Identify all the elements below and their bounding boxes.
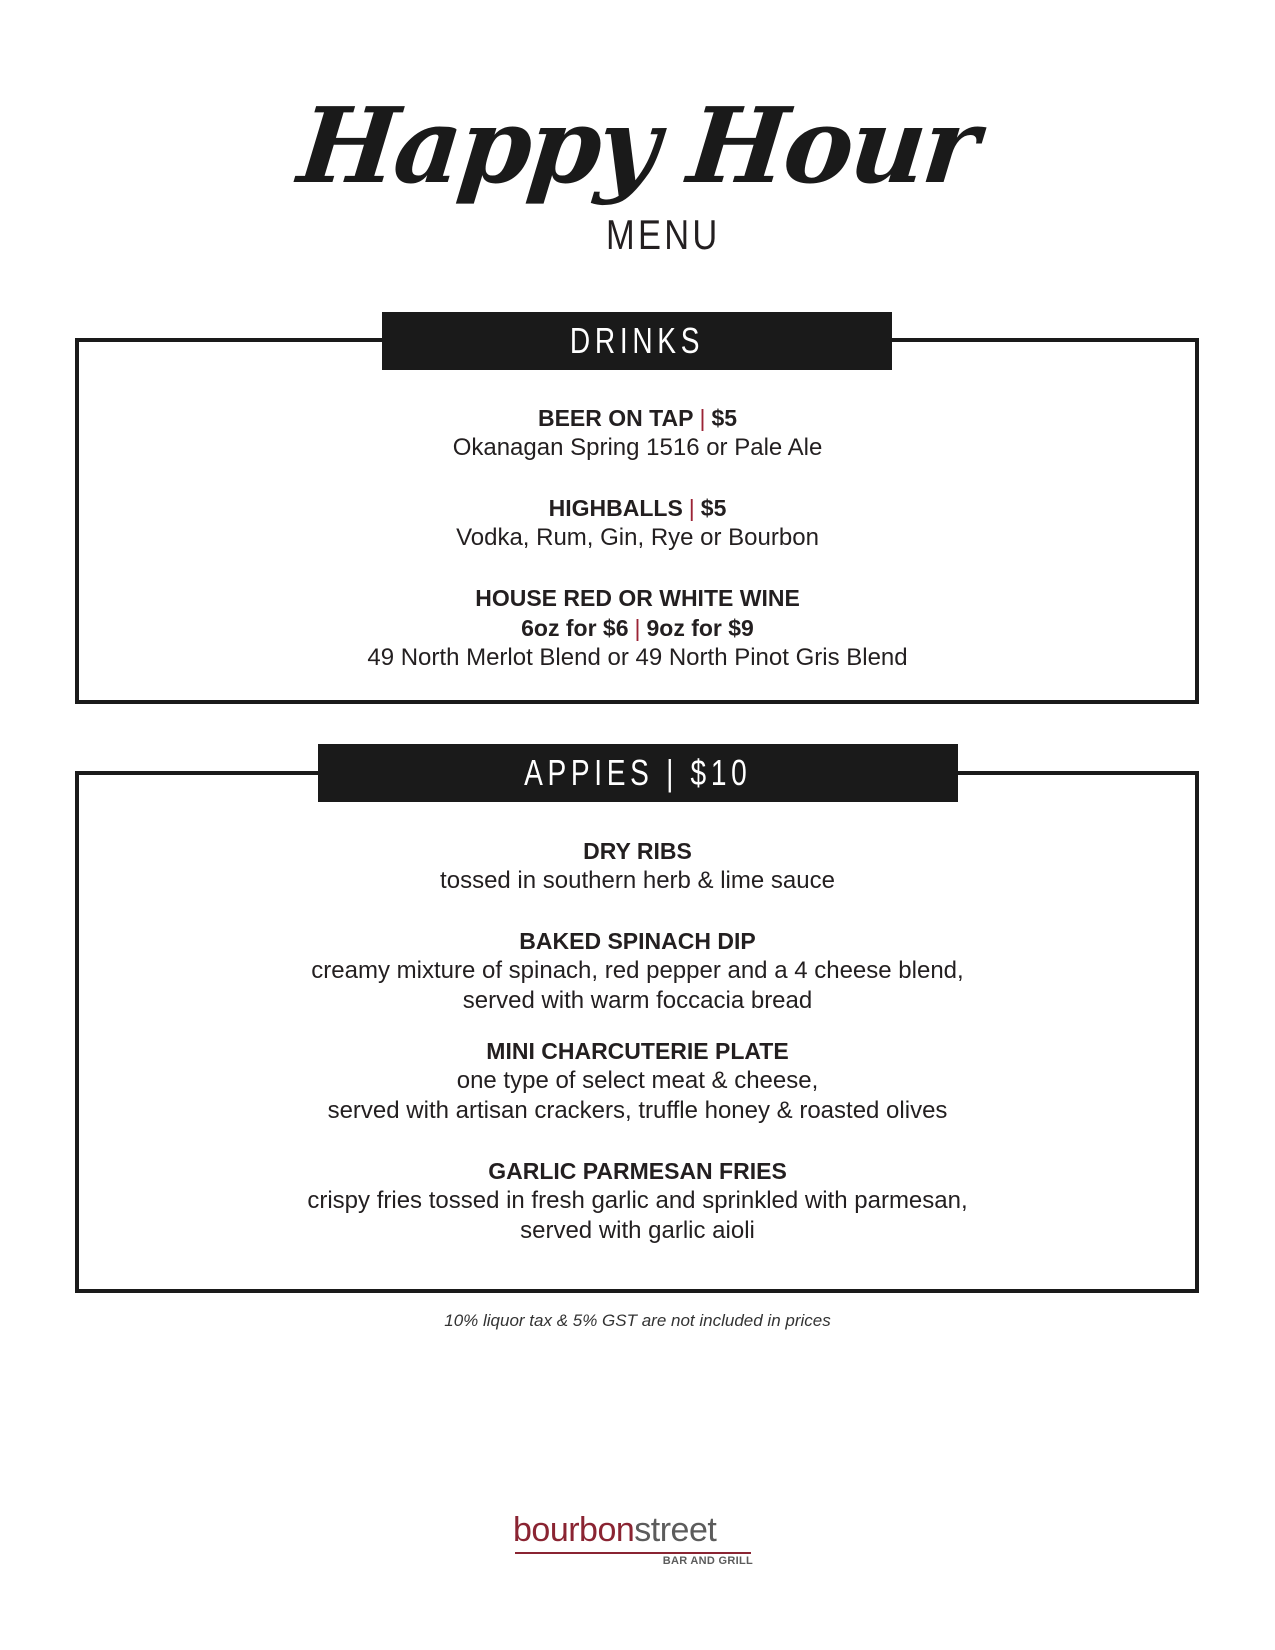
logo-tagline: BAR AND GRILL — [662, 1555, 753, 1567]
appies-section-header — [318, 744, 958, 802]
menu-item-description: creamy mixture of spinach, red pepper and a 4 cheese blend, — [311, 957, 964, 984]
menu-item-description: served with artisan crackers, truffle honey & roasted olives — [327, 1097, 948, 1124]
menu-item-description: 49 North Merlot Blend or 49 North Pinot Gris Blend — [367, 644, 908, 671]
menu-item-name: HOUSE RED OR WHITE WINE — [475, 585, 800, 611]
menu-item-price: $5 — [711, 405, 738, 431]
menu-item-name: MINI CHARCUTERIE PLATE — [486, 1038, 789, 1064]
menu-item-description: served with garlic aioli — [520, 1217, 755, 1244]
title-subtitle: MENU — [606, 211, 721, 258]
menu-item-price: $5 — [700, 495, 727, 521]
appies-list — [0, 836, 1275, 1246]
drinks-section-header — [382, 312, 892, 370]
drinks-header-label: DRINKS — [569, 320, 705, 361]
bourbon-street-logo — [513, 1510, 763, 1570]
menu-item-description: Vodka, Rum, Gin, Rye or Bourbon — [456, 524, 819, 551]
menu-item-name: DRY RIBS — [583, 838, 692, 864]
menu-item-price-options: 6oz for $6 | 9oz for $9 — [521, 615, 754, 641]
price-separator: | — [699, 405, 706, 431]
menu-item-description: served with warm foccacia bread — [462, 987, 813, 1014]
logo-word-street: street — [634, 1511, 717, 1549]
menu-item-description: crispy fries tossed in fresh garlic and sprinkled with parmesan, — [307, 1187, 968, 1214]
title-script: Happy Hour — [293, 84, 982, 207]
menu-item-name: BEER ON TAP | $5 — [537, 405, 738, 431]
menu-item-name: HIGHBALLS | $5 — [548, 495, 727, 521]
tax-footnote: 10% liquor tax & 5% GST are not included in prices — [444, 1311, 831, 1330]
menu-item-description: tossed in southern herb & lime sauce — [440, 867, 835, 894]
drinks-list — [0, 403, 1275, 673]
logo-word-bourbon: bourbon — [513, 1511, 635, 1549]
price-separator: | — [688, 495, 695, 521]
price-separator: | — [634, 615, 641, 641]
appies-header-label: APPIES | $10 — [524, 752, 752, 793]
menu-item-description: one type of select meat & cheese, — [456, 1067, 819, 1094]
logo-wordmark — [513, 1510, 716, 1550]
menu-item-description: Okanagan Spring 1516 or Pale Ale — [452, 434, 823, 461]
menu-item-name: BAKED SPINACH DIP — [519, 928, 756, 954]
menu-item-name: GARLIC PARMESAN FRIES — [488, 1158, 787, 1184]
